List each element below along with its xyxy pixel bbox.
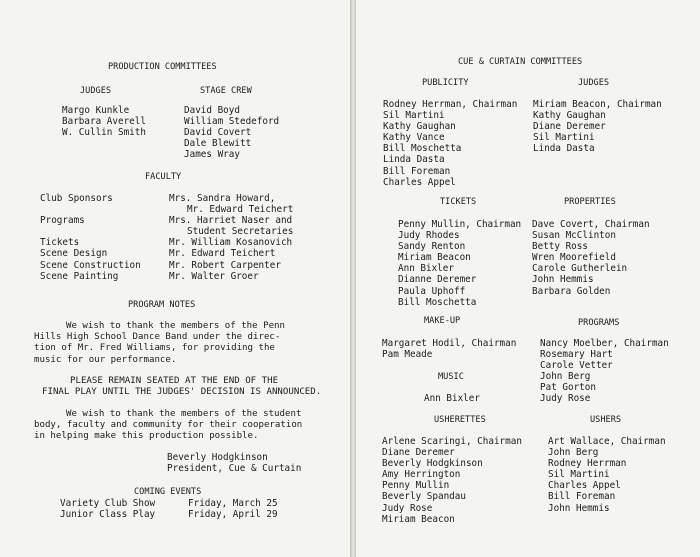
publicity-list (383, 99, 517, 188)
remain-seated-notice: PLEASE REMAIN SEATED AT THE END OF THE FINAL PLAY UNTIL THE JUDGES' DECISION IS ANNOUNCED. (42, 376, 322, 398)
judges-heading: JUDGES (80, 86, 112, 96)
list-item: Barbara Golden (532, 285, 611, 297)
list-item: Linda Dasta (383, 154, 445, 166)
list-item: John Berg (540, 371, 591, 383)
list-item: Paula Uphoff (398, 285, 466, 297)
faculty-name: Mr. Walter Groer (169, 270, 259, 282)
right-page (356, 0, 700, 557)
list-item: Kathy Vance (383, 132, 445, 144)
list-item: Diane Deremer (382, 447, 455, 459)
signature (167, 452, 301, 474)
list-item: John Hemmis (548, 502, 610, 514)
list-item: Susan McClinton (532, 230, 616, 242)
list-item: Judy Rhodes (398, 230, 460, 242)
list-item: Arlene Scaringi, Chairman (382, 436, 522, 447)
ushers-heading: USHERS (590, 415, 622, 425)
list-item: Beverly Spandau (382, 491, 466, 503)
list-item: Pat Gorton (540, 382, 596, 394)
music-heading: MUSIC (438, 372, 464, 382)
list-item: Bill Foreman (548, 491, 616, 503)
list-item: John Hemmis (532, 274, 594, 286)
faculty-name: Mr. Edward Teichert (187, 204, 294, 216)
cue-curtain-title: CUE & CURTAIN COMMITTEES (458, 57, 583, 67)
list-item: Judy Rose (540, 393, 591, 405)
list-item: Bill Foreman (383, 165, 451, 177)
list-item: Bill Moschetta (383, 143, 462, 155)
faculty-role: Club Sponsors (40, 193, 113, 204)
properties-list (532, 219, 650, 297)
stage-crew-heading: STAGE CREW (200, 86, 252, 96)
list-item: Linda Dasta (533, 143, 595, 155)
list-item: Sil Martini (548, 469, 610, 481)
list-item: Ann Bixler (398, 263, 454, 275)
list-item: Dianne Deremer (398, 274, 477, 286)
list-item: Bill Moschetta (398, 296, 477, 308)
usherettes-heading: USHERETTES (434, 415, 486, 425)
judges-heading: JUDGES (578, 78, 610, 88)
music-list (424, 393, 480, 404)
list-item: Dale Blewitt (184, 138, 252, 150)
faculty-name: Mrs. Harriet Naser and (169, 215, 293, 227)
list-item: David Boyd (184, 105, 240, 116)
event-date: Friday, March 25 (188, 498, 278, 509)
faculty-role: Programs (40, 215, 85, 227)
faculty-heading: FACULTY (145, 172, 182, 182)
list-item: Rosemary Hart (540, 349, 613, 361)
faculty-name: Mr. Robert Carpenter (169, 259, 281, 271)
production-committees-title: PRODUCTION COMMITTEES (108, 62, 217, 72)
faculty-roles (40, 193, 141, 282)
list-item: W. Cullin Smith (62, 127, 146, 139)
list-item: Art Wallace, Chairman (548, 436, 666, 447)
list-item: Carole Gutherlein (532, 263, 628, 275)
list-item: Sil Martini (383, 110, 445, 122)
list-item: Miriam Beacon (398, 252, 471, 264)
faculty-role: Scene Painting (40, 270, 119, 282)
list-item: Diane Deremer (533, 121, 606, 133)
thanks-community-paragraph: We wish to thank the members of the student body, faculty and community for their cooperation in helping make this production possible. (34, 409, 303, 442)
tickets-heading: TICKETS (440, 197, 477, 207)
faculty-name: Mr. William Kosanovich (169, 237, 293, 249)
judges-list (62, 105, 146, 138)
list-item: Miriam Beacon (382, 513, 455, 525)
list-item: Ann Bixler (424, 393, 480, 404)
list-item: Pam Meade (382, 349, 433, 361)
faculty-names (169, 193, 293, 282)
program-notes-heading: PROGRAM NOTES (128, 300, 196, 310)
properties-heading: PROPERTIES (564, 197, 616, 207)
list-item: Judy Rose (382, 502, 433, 514)
list-item: Barbara Averell (62, 116, 146, 128)
list-item: Rodney Herrman, Chairman (383, 99, 518, 110)
list-item: Charles Appel (383, 176, 456, 188)
list-item: Kathy Gaughan (383, 121, 456, 133)
coming-events-dates (188, 498, 278, 520)
make-up-heading: MAKE-UP (424, 316, 461, 326)
list-item: Rodney Herrman (548, 458, 627, 470)
list-item: David Covert (184, 127, 252, 139)
list-item: Margaret Hodil, Chairman (382, 338, 517, 349)
usherettes-list (382, 436, 522, 525)
list-item: Sil Martini (533, 132, 595, 144)
list-item: Charles Appel (548, 480, 621, 492)
faculty-name: Mrs. Sandra Howard, (169, 193, 276, 204)
event-date: Friday, April 29 (188, 509, 278, 521)
event-name: Variety Club Show (60, 498, 156, 509)
faculty-name: Mr. Edward Teichert (169, 248, 276, 260)
list-item: Penny Mullin (382, 480, 450, 492)
ushers-list (548, 436, 666, 514)
publicity-heading: PUBLICITY (422, 78, 469, 88)
programs-list (540, 338, 669, 405)
list-item: Nancy Moelber, Chairman (540, 338, 669, 349)
list-item: James Wray (184, 149, 240, 161)
faculty-role: Scene Design (40, 248, 108, 260)
signature-title: President, Cue & Curtain (167, 463, 302, 475)
list-item: Miriam Beacon, Chairman (533, 99, 662, 110)
list-item: William Stedeford (184, 116, 280, 128)
tickets-list (398, 219, 521, 308)
make-up-list (382, 338, 516, 360)
judges-list (533, 99, 662, 154)
faculty-name: Student Secretaries (187, 226, 294, 238)
event-name: Junior Class Play (60, 509, 156, 521)
list-item: Penny Mullin, Chairman (398, 219, 522, 230)
list-item: Sandy Renton (398, 241, 466, 253)
faculty-role: Tickets (40, 237, 80, 249)
thanks-dance-band-paragraph: We wish to thank the members of the Penn Hills High School Dance Band under the direc- tion of Mr. Fred Williams, for providing the music for our performance. (34, 321, 285, 365)
list-item: Carole Vetter (540, 360, 613, 372)
list-item: Betty Ross (532, 241, 588, 253)
signature-name: Beverly Hodgkinson (167, 452, 268, 463)
coming-events-names (60, 498, 155, 520)
faculty-role: Scene Construction (40, 259, 141, 271)
programs-heading: PROGRAMS (578, 318, 620, 328)
coming-events-heading: COMING EVENTS (134, 487, 202, 497)
stage-crew-list (184, 105, 279, 160)
list-item: Dave Covert, Chairman (532, 219, 650, 230)
list-item: Amy Herrington (382, 469, 461, 481)
list-item: Kathy Gaughan (533, 110, 606, 122)
list-item: Margo Kunkle (62, 105, 130, 116)
list-item: Wren Moorefield (532, 252, 616, 264)
list-item: John Berg (548, 447, 599, 459)
list-item: Beverly Hodgkinson (382, 458, 483, 470)
